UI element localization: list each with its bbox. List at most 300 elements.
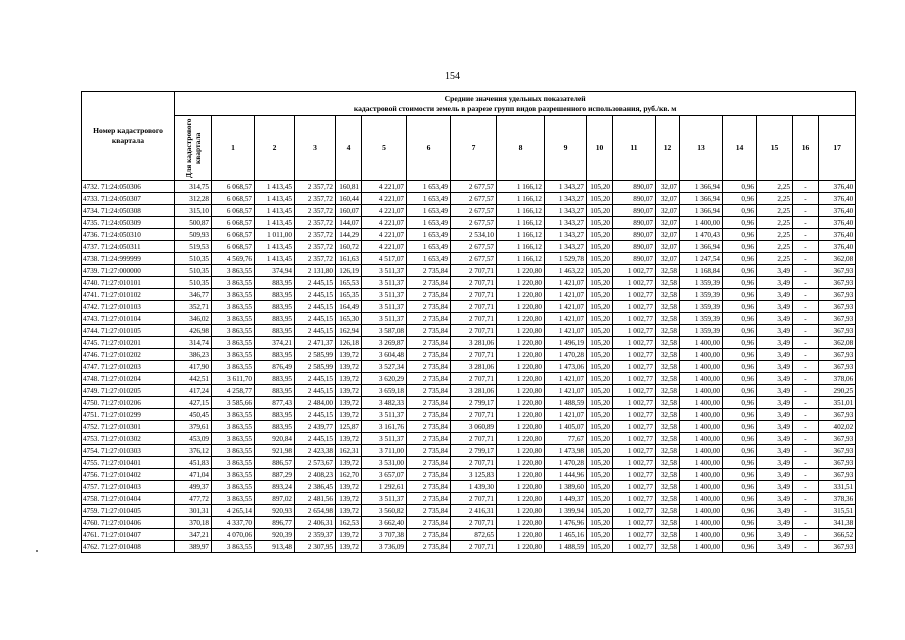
group-2-cell: 1 413,45	[255, 253, 295, 265]
group-15-cell: 3,49	[757, 265, 793, 277]
group-15-cell: 3,49	[757, 517, 793, 529]
quarter-number-cell: 4758. 71:27:010404	[82, 493, 175, 505]
group-3-cell: 2 357,72	[295, 193, 336, 205]
group-10-cell: 105,20	[587, 397, 613, 409]
quarter-number-cell: 4746. 71:27:010202	[82, 349, 175, 361]
group-11-cell: 1 002,77	[613, 373, 656, 385]
group-12-cell: 32,58	[656, 385, 680, 397]
group-3-cell: 2 654,98	[295, 505, 336, 517]
group-9-cell: 1 343,27	[545, 193, 587, 205]
group-7-cell: 2 707,71	[451, 409, 497, 421]
group-10-cell: 105,20	[587, 325, 613, 337]
group-4-cell: 139,72	[336, 397, 362, 409]
quarter-number-cell: 4741. 71:27:010102	[82, 289, 175, 301]
group-8-cell: 1 220,80	[497, 433, 545, 445]
group-11-cell: 1 002,77	[613, 289, 656, 301]
quarter-value-cell: 379,61	[175, 421, 212, 433]
group-14-cell: 0,96	[723, 361, 757, 373]
group-1-cell: 6 068,57	[212, 181, 255, 193]
group-12-cell: 32,58	[656, 289, 680, 301]
group-11-cell: 1 002,77	[613, 433, 656, 445]
row-label-header: Номер кадастрового квартала	[82, 92, 175, 181]
group-6-cell: 2 735,84	[407, 421, 451, 433]
group-4-cell: 162,31	[336, 445, 362, 457]
group-6-cell: 2 735,84	[407, 361, 451, 373]
group-header-5: 5	[362, 116, 407, 181]
group-8-cell: 1 220,80	[497, 349, 545, 361]
group-7-cell: 2 799,17	[451, 445, 497, 457]
group-3-cell: 2 406,31	[295, 517, 336, 529]
quarter-number-cell: 4734. 71:24:050308	[82, 205, 175, 217]
group-10-cell: 105,20	[587, 505, 613, 517]
group-6-cell: 2 735,84	[407, 505, 451, 517]
group-1-cell: 4 070,06	[212, 529, 255, 541]
group-5-cell: 4 221,07	[362, 181, 407, 193]
group-16-cell: -	[793, 337, 819, 349]
group-2-cell: 883,95	[255, 349, 295, 361]
table-row	[82, 517, 856, 529]
group-10-cell: 105,20	[587, 373, 613, 385]
group-10-cell: 105,20	[587, 265, 613, 277]
group-13-cell: 1 400,00	[680, 493, 723, 505]
group-15-cell: 2,25	[757, 229, 793, 241]
group-6-cell: 2 735,84	[407, 373, 451, 385]
group-5-cell: 3 620,29	[362, 373, 407, 385]
group-7-cell: 3 281,06	[451, 361, 497, 373]
group-2-cell: 1 413,45	[255, 193, 295, 205]
group-13-cell: 1 400,00	[680, 397, 723, 409]
group-13-cell: 1 400,00	[680, 433, 723, 445]
group-10-cell: 105,20	[587, 337, 613, 349]
group-4-cell: 162,70	[336, 469, 362, 481]
quarter-value-cell: 370,18	[175, 517, 212, 529]
group-2-cell: 897,02	[255, 493, 295, 505]
group-9-cell: 1 421,07	[545, 325, 587, 337]
group-4-cell: 165,53	[336, 277, 362, 289]
group-15-cell: 3,49	[757, 349, 793, 361]
group-7-cell: 2 707,71	[451, 517, 497, 529]
group-2-cell: 883,95	[255, 289, 295, 301]
group-15-cell: 3,49	[757, 301, 793, 313]
group-12-cell: 32,58	[656, 433, 680, 445]
group-9-cell: 1 405,07	[545, 421, 587, 433]
group-6-cell: 2 735,84	[407, 313, 451, 325]
group-3-cell: 2 445,15	[295, 313, 336, 325]
group-14-cell: 0,96	[723, 397, 757, 409]
group-14-cell: 0,96	[723, 433, 757, 445]
group-3-cell: 2 357,72	[295, 181, 336, 193]
group-6-cell: 2 735,84	[407, 385, 451, 397]
group-header-15: 15	[757, 116, 793, 181]
group-1-cell: 6 068,57	[212, 241, 255, 253]
group-13-cell: 1 400,00	[680, 505, 723, 517]
group-3-cell: 2 439,77	[295, 421, 336, 433]
table-row	[82, 181, 856, 193]
group-11-cell: 1 002,77	[613, 457, 656, 469]
group-4-cell: 139,72	[336, 373, 362, 385]
group-8-cell: 1 220,80	[497, 409, 545, 421]
group-1-cell: 3 863,55	[212, 337, 255, 349]
group-12-cell: 32,58	[656, 469, 680, 481]
group-9-cell: 1 421,07	[545, 301, 587, 313]
group-1-cell: 6 068,57	[212, 229, 255, 241]
group-11-cell: 1 002,77	[613, 493, 656, 505]
group-11-cell: 1 002,77	[613, 445, 656, 457]
group-7-cell: 2 799,17	[451, 397, 497, 409]
group-17-cell: 367,93	[819, 289, 856, 301]
group-7-cell: 2 677,57	[451, 205, 497, 217]
group-17-cell: 367,93	[819, 325, 856, 337]
group-14-cell: 0,96	[723, 289, 757, 301]
group-13-cell: 1 400,00	[680, 409, 723, 421]
group-14-cell: 0,96	[723, 529, 757, 541]
group-3-cell: 2 585,99	[295, 349, 336, 361]
group-11-cell: 890,07	[613, 241, 656, 253]
group-7-cell: 2 707,71	[451, 289, 497, 301]
group-16-cell: -	[793, 301, 819, 313]
group-9-cell: 1 399,94	[545, 505, 587, 517]
group-17-cell: 351,01	[819, 397, 856, 409]
group-8-cell: 1 166,12	[497, 181, 545, 193]
group-7-cell: 2 534,10	[451, 229, 497, 241]
group-header-16: 16	[793, 116, 819, 181]
group-8-cell: 1 220,80	[497, 421, 545, 433]
group-14-cell: 0,96	[723, 217, 757, 229]
group-16-cell: -	[793, 205, 819, 217]
group-6-cell: 1 653,49	[407, 241, 451, 253]
quarter-value-cell: 499,37	[175, 481, 212, 493]
group-13-cell: 1 359,39	[680, 301, 723, 313]
group-6-cell: 2 735,84	[407, 301, 451, 313]
group-17-cell: 367,93	[819, 301, 856, 313]
group-8-cell: 1 220,80	[497, 493, 545, 505]
quarter-number-cell: 4745. 71:27:010201	[82, 337, 175, 349]
quarter-number-cell: 4761. 71:27:010407	[82, 529, 175, 541]
group-3-cell: 2 408,23	[295, 469, 336, 481]
table-row	[82, 301, 856, 313]
group-5-cell: 3 604,48	[362, 349, 407, 361]
group-8-cell: 1 220,80	[497, 397, 545, 409]
group-12-cell: 32,58	[656, 277, 680, 289]
group-4-cell: 139,72	[336, 433, 362, 445]
group-17-cell: 367,93	[819, 313, 856, 325]
group-5-cell: 3 736,09	[362, 541, 407, 553]
group-3-cell: 2 131,80	[295, 265, 336, 277]
group-7-cell: 2 677,57	[451, 241, 497, 253]
group-2-cell: 883,95	[255, 385, 295, 397]
group-5-cell: 4 221,07	[362, 217, 407, 229]
group-15-cell: 3,49	[757, 325, 793, 337]
quarter-value-cell: 346,77	[175, 289, 212, 301]
quarter-number-cell: 4759. 71:27:010405	[82, 505, 175, 517]
group-2-cell: 1 413,45	[255, 217, 295, 229]
group-header-7: 7	[451, 116, 497, 181]
table-row	[82, 349, 856, 361]
group-11-cell: 1 002,77	[613, 277, 656, 289]
table-row	[82, 373, 856, 385]
group-11-cell: 890,07	[613, 217, 656, 229]
group-header-6: 6	[407, 116, 451, 181]
group-16-cell: -	[793, 409, 819, 421]
quarter-value-cell: 376,12	[175, 445, 212, 457]
group-5-cell: 3 511,37	[362, 433, 407, 445]
quarter-value-cell: 417,90	[175, 361, 212, 373]
group-5-cell: 3 511,37	[362, 409, 407, 421]
quarter-value-cell: 386,23	[175, 349, 212, 361]
group-3-cell: 2 445,15	[295, 409, 336, 421]
group-5-cell: 3 482,33	[362, 397, 407, 409]
cadastral-value-table	[81, 91, 856, 553]
group-8-cell: 1 166,12	[497, 193, 545, 205]
group-12-cell: 32,07	[656, 205, 680, 217]
page-number: 154	[445, 71, 460, 82]
table-row	[82, 313, 856, 325]
group-2-cell: 883,95	[255, 277, 295, 289]
group-13-cell: 1 400,00	[680, 337, 723, 349]
group-6-cell: 2 735,84	[407, 433, 451, 445]
group-10-cell: 105,20	[587, 253, 613, 265]
group-8-cell: 1 220,80	[497, 289, 545, 301]
group-17-cell: 367,93	[819, 457, 856, 469]
group-14-cell: 0,96	[723, 337, 757, 349]
group-1-cell: 3 863,55	[212, 433, 255, 445]
quarter-number-cell: 4738. 71:24:999999	[82, 253, 175, 265]
group-3-cell: 2 445,15	[295, 301, 336, 313]
group-2-cell: 1 011,00	[255, 229, 295, 241]
group-header-2: 2	[255, 116, 295, 181]
group-6-cell: 1 653,49	[407, 229, 451, 241]
quarter-value-cell: 510,35	[175, 265, 212, 277]
group-12-cell: 32,07	[656, 181, 680, 193]
group-11-cell: 890,07	[613, 229, 656, 241]
group-14-cell: 0,96	[723, 505, 757, 517]
group-15-cell: 3,49	[757, 493, 793, 505]
group-12-cell: 32,58	[656, 361, 680, 373]
quarter-number-cell: 4744. 71:27:010105	[82, 325, 175, 337]
group-3-cell: 2 445,15	[295, 373, 336, 385]
group-12-cell: 32,58	[656, 517, 680, 529]
group-9-cell: 1 496,19	[545, 337, 587, 349]
group-6-cell: 2 735,84	[407, 529, 451, 541]
group-1-cell: 4 258,77	[212, 385, 255, 397]
group-16-cell: -	[793, 481, 819, 493]
group-12-cell: 32,07	[656, 217, 680, 229]
group-9-cell: 1 488,59	[545, 397, 587, 409]
group-10-cell: 105,20	[587, 217, 613, 229]
group-12-cell: 32,58	[656, 349, 680, 361]
group-13-cell: 1 359,39	[680, 277, 723, 289]
group-6-cell: 2 735,84	[407, 277, 451, 289]
group-5-cell: 3 511,37	[362, 301, 407, 313]
group-4-cell: 125,87	[336, 421, 362, 433]
group-12-cell: 32,07	[656, 193, 680, 205]
group-14-cell: 0,96	[723, 541, 757, 553]
group-17-cell: 378,36	[819, 493, 856, 505]
group-8-cell: 1 220,80	[497, 325, 545, 337]
group-2-cell: 887,29	[255, 469, 295, 481]
group-3-cell: 2 357,72	[295, 241, 336, 253]
group-7-cell: 2 707,71	[451, 493, 497, 505]
group-9-cell: 1 421,07	[545, 313, 587, 325]
group-6-cell: 2 735,84	[407, 289, 451, 301]
group-4-cell: 162,53	[336, 517, 362, 529]
quarter-number-cell: 4756. 71:27:010402	[82, 469, 175, 481]
group-1-cell: 3 863,55	[212, 361, 255, 373]
quarter-number-cell: 4740. 71:27:010101	[82, 277, 175, 289]
group-1-cell: 3 585,66	[212, 397, 255, 409]
group-17-cell: 367,93	[819, 277, 856, 289]
group-6-cell: 1 653,49	[407, 205, 451, 217]
group-5-cell: 4 517,07	[362, 253, 407, 265]
group-4-cell: 126,18	[336, 337, 362, 349]
group-6-cell: 1 653,49	[407, 181, 451, 193]
group-1-cell: 3 863,55	[212, 481, 255, 493]
group-6-cell: 2 735,84	[407, 457, 451, 469]
group-15-cell: 2,25	[757, 181, 793, 193]
group-7-cell: 3 125,83	[451, 469, 497, 481]
group-9-cell: 1 421,07	[545, 277, 587, 289]
group-4-cell: 139,72	[336, 541, 362, 553]
group-3-cell: 2 471,37	[295, 337, 336, 349]
group-8-cell: 1 220,80	[497, 385, 545, 397]
quarter-value-cell: 417,24	[175, 385, 212, 397]
group-2-cell: 1 413,45	[255, 205, 295, 217]
table-row	[82, 385, 856, 397]
group-14-cell: 0,96	[723, 325, 757, 337]
group-17-cell: 367,93	[819, 445, 856, 457]
group-12-cell: 32,58	[656, 445, 680, 457]
scan-mark	[36, 550, 38, 552]
group-11-cell: 1 002,77	[613, 469, 656, 481]
group-16-cell: -	[793, 265, 819, 277]
group-13-cell: 1 359,39	[680, 289, 723, 301]
group-7-cell: 2 677,57	[451, 181, 497, 193]
quarter-value-cell: 314,75	[175, 181, 212, 193]
group-4-cell: 160,72	[336, 241, 362, 253]
group-2-cell: 374,21	[255, 337, 295, 349]
group-3-cell: 2 484,00	[295, 397, 336, 409]
group-8-cell: 1 220,80	[497, 517, 545, 529]
group-5-cell: 3 711,00	[362, 445, 407, 457]
group-13-cell: 1 366,94	[680, 241, 723, 253]
group-header-12: 12	[656, 116, 680, 181]
group-7-cell: 2 677,57	[451, 217, 497, 229]
group-header-14: 14	[723, 116, 757, 181]
group-3-cell: 2 445,15	[295, 433, 336, 445]
group-14-cell: 0,96	[723, 481, 757, 493]
group-8-cell: 1 220,80	[497, 469, 545, 481]
group-1-cell: 3 863,55	[212, 493, 255, 505]
group-17-cell: 331,51	[819, 481, 856, 493]
group-10-cell: 105,20	[587, 181, 613, 193]
quarter-number-cell: 4749. 71:27:010205	[82, 385, 175, 397]
group-10-cell: 105,20	[587, 349, 613, 361]
group-17-cell: 376,40	[819, 217, 856, 229]
group-4-cell: 139,72	[336, 481, 362, 493]
group-14-cell: 0,96	[723, 349, 757, 361]
group-8-cell: 1 166,12	[497, 253, 545, 265]
group-13-cell: 1 400,00	[680, 517, 723, 529]
group-2-cell: 883,95	[255, 373, 295, 385]
group-8-cell: 1 220,80	[497, 457, 545, 469]
quarter-number-cell: 4748. 71:27:010204	[82, 373, 175, 385]
quarter-value-cell: 352,71	[175, 301, 212, 313]
group-2-cell: 913,48	[255, 541, 295, 553]
group-12-cell: 32,58	[656, 481, 680, 493]
group-16-cell: -	[793, 457, 819, 469]
group-header-9: 9	[545, 116, 587, 181]
group-1-cell: 3 611,70	[212, 373, 255, 385]
group-17-cell: 341,38	[819, 517, 856, 529]
group-6-cell: 2 735,84	[407, 541, 451, 553]
group-15-cell: 3,49	[757, 421, 793, 433]
group-10-cell: 105,20	[587, 445, 613, 457]
group-16-cell: -	[793, 217, 819, 229]
group-15-cell: 3,49	[757, 385, 793, 397]
group-9-cell: 77,67	[545, 433, 587, 445]
table-row	[82, 289, 856, 301]
group-7-cell: 2 707,71	[451, 301, 497, 313]
group-header-11: 11	[613, 116, 656, 181]
group-5-cell: 3 659,18	[362, 385, 407, 397]
group-15-cell: 3,49	[757, 409, 793, 421]
group-1-cell: 3 863,55	[212, 277, 255, 289]
group-8-cell: 1 166,12	[497, 229, 545, 241]
group-2-cell: 920,84	[255, 433, 295, 445]
group-13-cell: 1 366,94	[680, 193, 723, 205]
group-7-cell: 2 707,71	[451, 373, 497, 385]
group-header-3: 3	[295, 116, 336, 181]
group-6-cell: 2 735,84	[407, 469, 451, 481]
group-2-cell: 920,93	[255, 505, 295, 517]
group-5-cell: 4 221,07	[362, 241, 407, 253]
group-9-cell: 1 463,22	[545, 265, 587, 277]
group-17-cell: 315,51	[819, 505, 856, 517]
group-17-cell: 367,93	[819, 409, 856, 421]
group-3-cell: 2 307,95	[295, 541, 336, 553]
group-4-cell: 139,72	[336, 529, 362, 541]
group-12-cell: 32,58	[656, 397, 680, 409]
quarter-value-cell: 453,09	[175, 433, 212, 445]
group-11-cell: 890,07	[613, 193, 656, 205]
group-header-13: 13	[680, 116, 723, 181]
table-row	[82, 361, 856, 373]
group-11-cell: 1 002,77	[613, 529, 656, 541]
group-12-cell: 32,58	[656, 409, 680, 421]
group-13-cell: 1 470,43	[680, 229, 723, 241]
group-11-cell: 1 002,77	[613, 265, 656, 277]
group-6-cell: 1 653,49	[407, 217, 451, 229]
group-16-cell: -	[793, 469, 819, 481]
group-16-cell: -	[793, 361, 819, 373]
group-13-cell: 1 400,00	[680, 373, 723, 385]
group-1-cell: 3 863,55	[212, 457, 255, 469]
group-1-cell: 6 068,57	[212, 205, 255, 217]
group-5-cell: 3 527,34	[362, 361, 407, 373]
group-header-17: 17	[819, 116, 856, 181]
group-11-cell: 1 002,77	[613, 385, 656, 397]
group-11-cell: 1 002,77	[613, 361, 656, 373]
group-16-cell: -	[793, 181, 819, 193]
group-10-cell: 105,20	[587, 541, 613, 553]
group-10-cell: 105,20	[587, 409, 613, 421]
group-10-cell: 105,20	[587, 421, 613, 433]
group-13-cell: 1 400,00	[680, 361, 723, 373]
group-13-cell: 1 400,00	[680, 541, 723, 553]
group-17-cell: 402,02	[819, 421, 856, 433]
group-11-cell: 1 002,77	[613, 517, 656, 529]
group-3-cell: 2 481,56	[295, 493, 336, 505]
